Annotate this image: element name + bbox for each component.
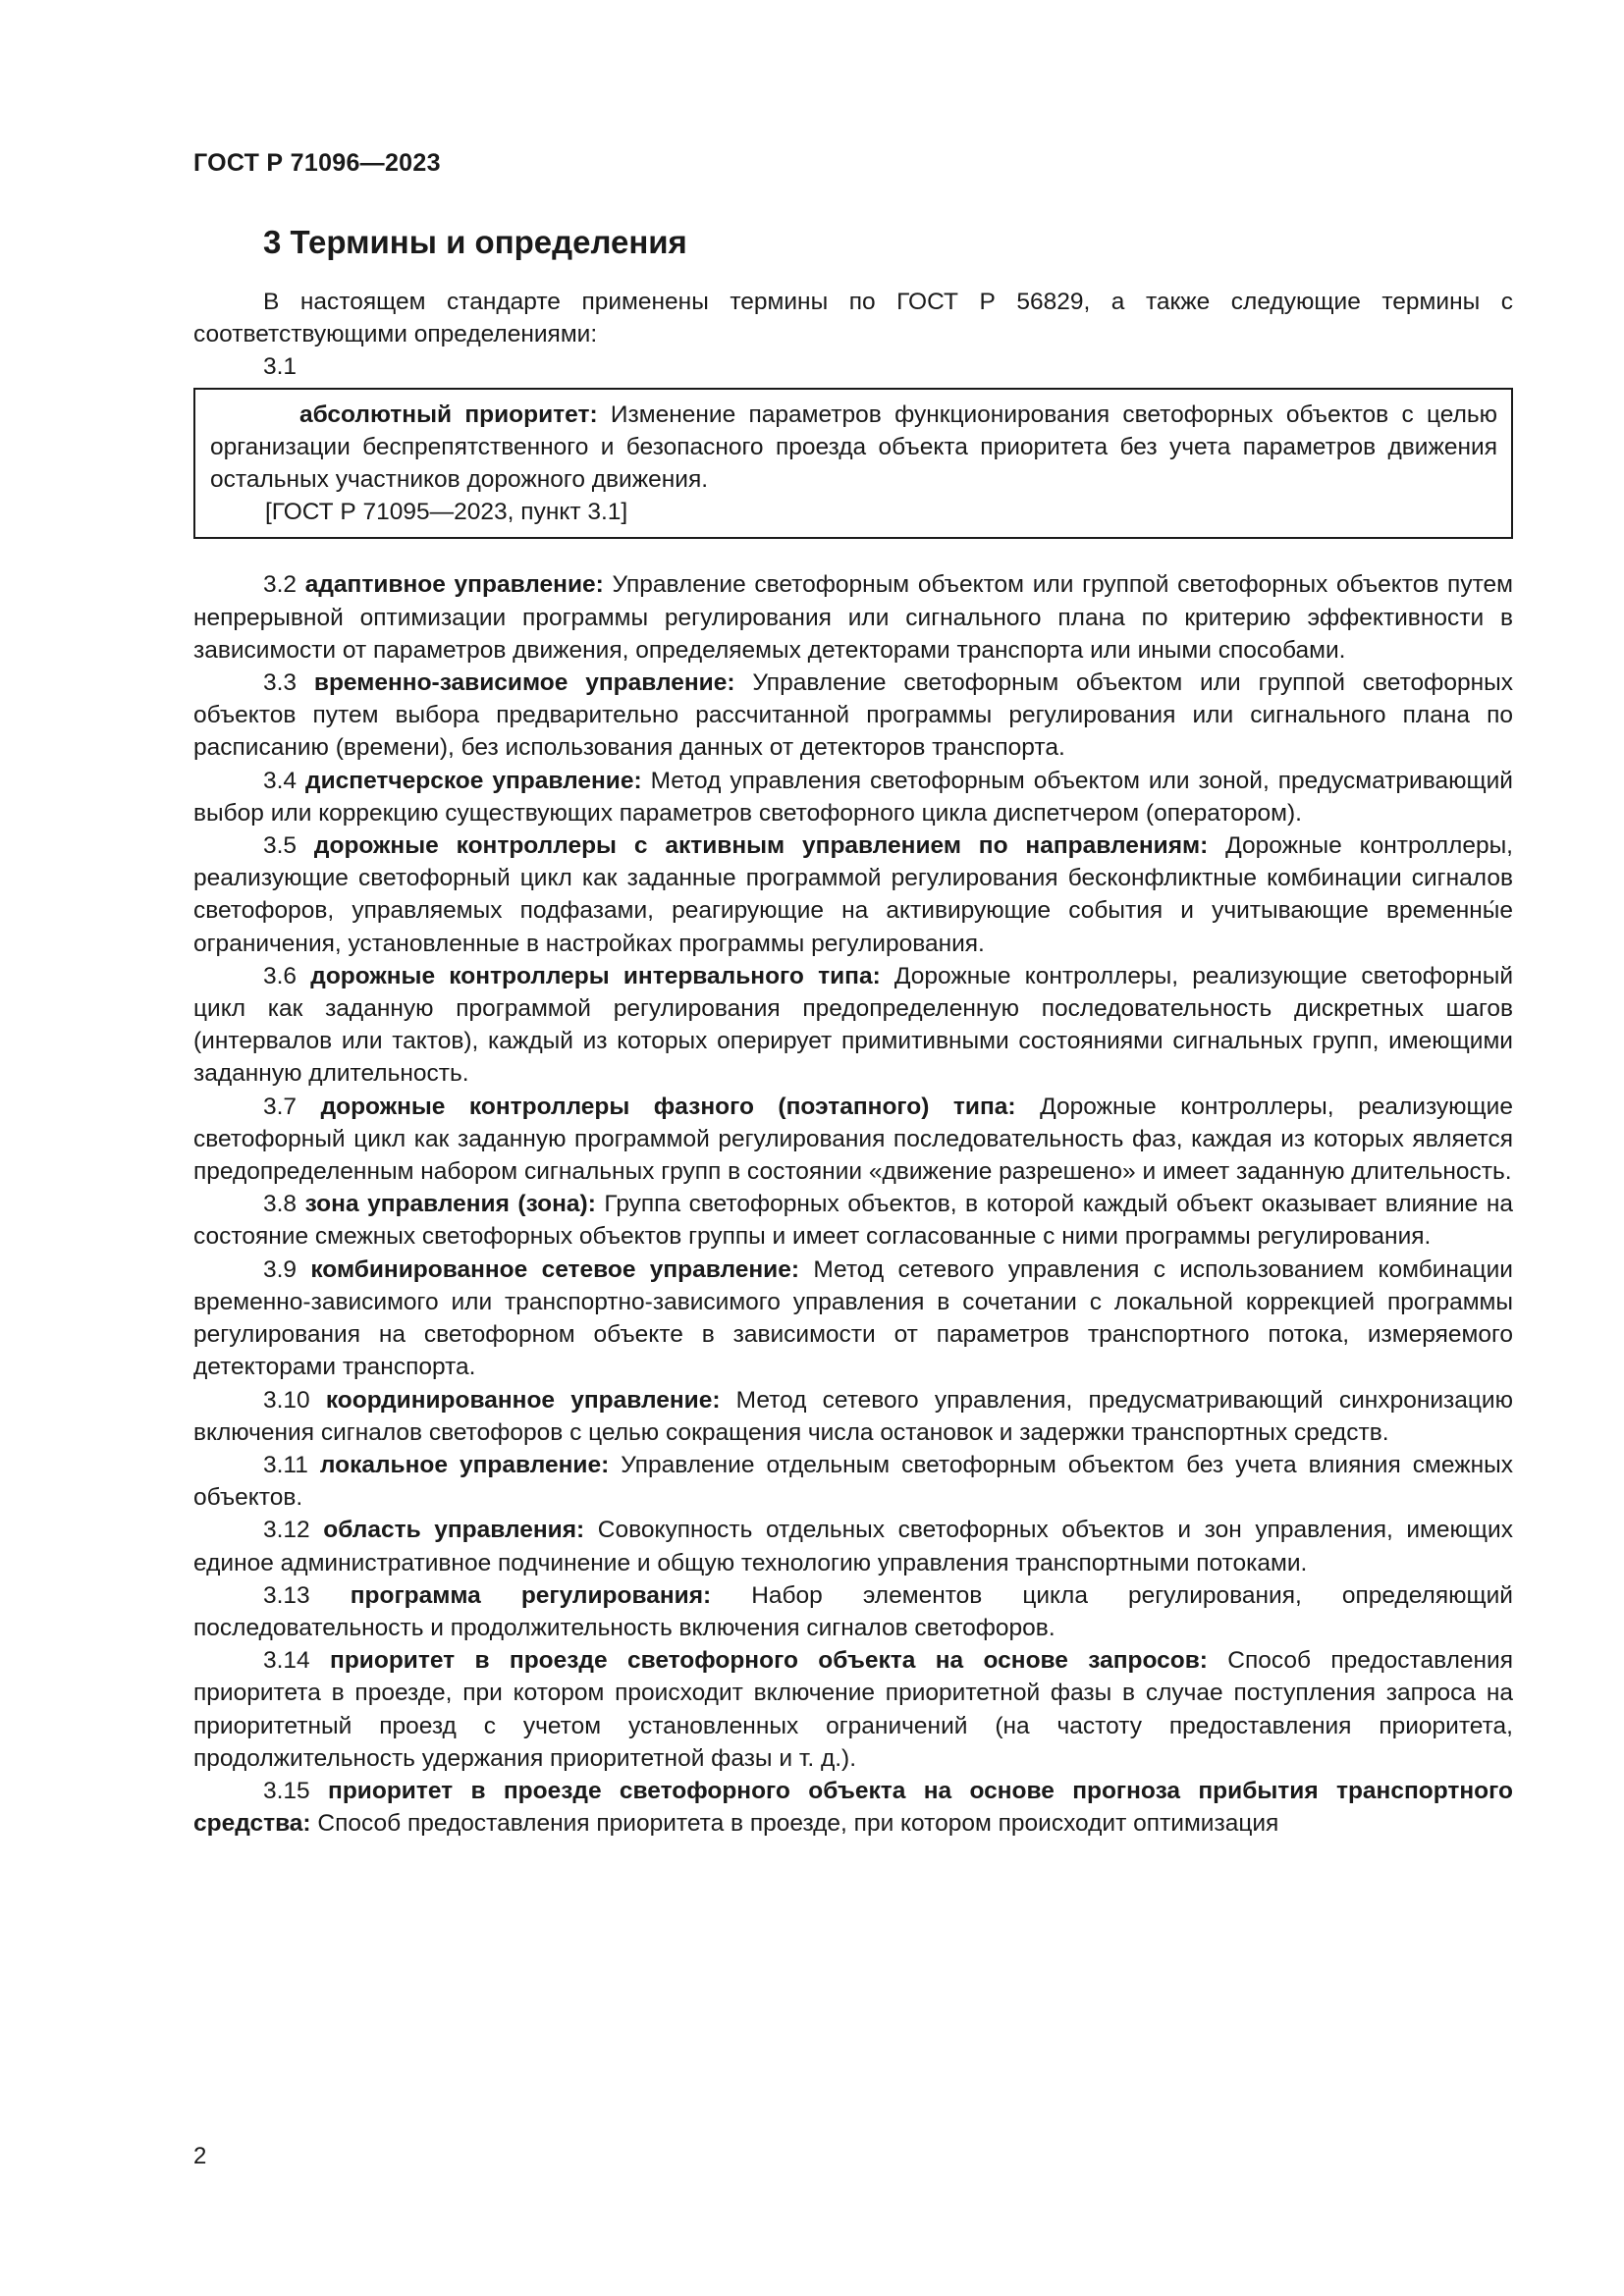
- term-definition: Совокупность отдельных светофорных объектов и зон управления, имеющих единое административное подчинение и общую технологию управления транспортными потоками.: [193, 1517, 1513, 1576]
- term-definition: Метод управления светофорным объектом или зоной, предусматривающий выбор или коррекцию существующих параметров светофорного цикла диспетчером (оператором).: [193, 767, 1513, 827]
- term-name: дорожные контроллеры интервального типа:: [310, 962, 881, 989]
- term-entry: [193, 1775, 1513, 1840]
- term-entry: [193, 960, 1513, 1091]
- term-name: зона управления (зона):: [304, 1191, 596, 1218]
- term-definition: Дорожные контроллеры, реализующие светофорный цикл как заданную программой регулирования последовательность фаз, каждая из которых является предопределенным набором сигнальных групп в состоянии «движение разрешено» и имеет заданную длительность.: [193, 1093, 1513, 1186]
- term-number: 3.2: [263, 571, 305, 599]
- term-definition: Группа светофорных объектов, в которой каждый объект оказывает влияние на состояние смежных светофорных объектов группы и имеет согласованные с ними программы регулирования.: [193, 1191, 1513, 1251]
- term-number: 3.3: [263, 669, 314, 697]
- terms-list: [193, 568, 1513, 1840]
- term-definition: Метод сетевого управления, предусматривающий синхронизацию включения сигналов светофоров с целью сокращения числа остановок и задержки транспортных средств.: [193, 1386, 1513, 1446]
- term-definition: Управление светофорным объектом или группой светофорных объектов путем выбора предварительно рассчитанной программы регулирования или сигнального плана по расписанию (времени), без использования данных от детекторов транспорта.: [193, 669, 1513, 762]
- term-entry: [193, 667, 1513, 765]
- term-name: приоритет в проезде светофорного объекта на основе запросов:: [330, 1647, 1208, 1675]
- term-entry: [193, 765, 1513, 829]
- page-number: 2: [193, 2143, 207, 2169]
- term-entry: [193, 829, 1513, 960]
- boxed-term-name: абсолютный приоритет:: [299, 400, 598, 428]
- term-definition: Дорожные контроллеры, реализующие светофорный цикл как заданные программой регулирования бесконфликтные комбинации сигналов светофоров, управляемых подфазами, реагирующие на активирующие события и учитывающие временны́е ограничения, установленные в настройках программы регулирования.: [193, 832, 1513, 957]
- term-name: временно-зависимое управление:: [313, 669, 735, 697]
- term-definition: Способ предоставления приоритета в проезде, при котором происходит включение приоритетной фазы в случае поступления запроса на приоритетный проезд с учетом установленных ограничений (на частоту предоставления приоритета, продолжительность удержания приоритетной фазы и т. д.).: [193, 1647, 1513, 1772]
- term-name: локальное управление:: [319, 1451, 610, 1478]
- boxed-term-definition: Изменение параметров функционирования светофорных объектов с целью организации беспрепятственного и безопасного проезда объекта приоритета без учета параметров движения остальных участников дорожного движения.: [210, 400, 1497, 494]
- term-number: 3.10: [263, 1386, 326, 1414]
- term-definition: Способ предоставления приоритета в проезде, при котором происходит оптимизация: [310, 1810, 1279, 1838]
- term-number: 3.6: [263, 962, 311, 989]
- term-entry: [193, 568, 1513, 667]
- term-number: 3.4: [263, 767, 306, 794]
- term-definition: Метод сетевого управления с использованием комбинации временно-зависимого или транспортно-зависимого управления в сочетании с локальной коррекцией программы регулирования на светофорном объекте в зависимости от параметров транспортного потока, измеряемого детекторами транспорта.: [193, 1255, 1513, 1381]
- boxed-term-text: [210, 399, 1497, 497]
- boxed-term-number: 3.1: [263, 353, 298, 381]
- term-number: 3.8: [263, 1191, 305, 1218]
- term-number: 3.14: [263, 1647, 331, 1675]
- term-definition: Набор элементов цикла регулирования, определяющий последовательность и продолжительность включения сигналов светофоров.: [193, 1581, 1513, 1641]
- term-entry: [193, 1091, 1513, 1189]
- boxed-term-reference: [ГОСТ Р 71095—2023, пункт 3.1]: [265, 499, 628, 526]
- term-entry: [193, 1384, 1513, 1449]
- term-number: 3.5: [263, 832, 314, 860]
- term-entry: [193, 1644, 1513, 1775]
- term-name: приоритет в проезде светофорного объекта на основе прогноза прибытия транспортного средства:: [193, 1777, 1513, 1838]
- term-number: 3.12: [263, 1517, 324, 1544]
- term-name: дорожные контроллеры с активным управлением по направлениям:: [313, 832, 1209, 860]
- document-code-header: ГОСТ Р 71096—2023: [193, 149, 441, 177]
- term-number: 3.11: [263, 1451, 320, 1478]
- term-entry: [193, 1449, 1513, 1514]
- term-definition: Управление отдельным светофорным объектом без учета влияния смежных объектов.: [193, 1451, 1513, 1512]
- section-intro: В настоящем стандарте применены термины по ГОСТ Р 56829, а также следующие термины с соответствующими определениями:: [193, 289, 1513, 348]
- term-number: 3.9: [263, 1255, 311, 1283]
- term-definition: Управление светофорным объектом или группой светофорных объектов путем непрерывной оптимизации программы регулирования или сигнального плана по критерию эффективности в зависимости от параметров движения, определяемых детекторами транспорта или иными способами.: [193, 571, 1513, 664]
- term-entry: [193, 1514, 1513, 1578]
- term-number: 3.13: [263, 1581, 351, 1609]
- term-entry: [193, 1188, 1513, 1253]
- term-name: координированное управление:: [325, 1386, 721, 1414]
- section-content: [193, 286, 1513, 1840]
- section-title: 3 Термины и определения: [263, 224, 687, 260]
- term-number: 3.15: [263, 1777, 329, 1804]
- term-definition: Дорожные контроллеры, реализующие светофорный цикл как заданную программой регулирования предопределенную последовательность дискретных шагов (интервалов или тактов), каждый из которых оперирует примитивными состояниями сигнальных групп, имеющими заданную длительность.: [193, 962, 1514, 1088]
- term-entry: [193, 1579, 1513, 1644]
- term-name: комбинированное сетевое управление:: [310, 1255, 800, 1283]
- term-name: область управления:: [323, 1517, 585, 1544]
- term-name: диспетчерское управление:: [305, 767, 642, 794]
- term-number: 3.7: [263, 1093, 321, 1120]
- term-entry: [193, 1254, 1513, 1384]
- term-name: адаптивное управление:: [304, 571, 604, 599]
- boxed-term-frame: [193, 388, 1513, 540]
- term-name: программа регулирования:: [350, 1581, 712, 1609]
- term-name: дорожные контроллеры фазного (поэтапного) типа:: [320, 1093, 1016, 1120]
